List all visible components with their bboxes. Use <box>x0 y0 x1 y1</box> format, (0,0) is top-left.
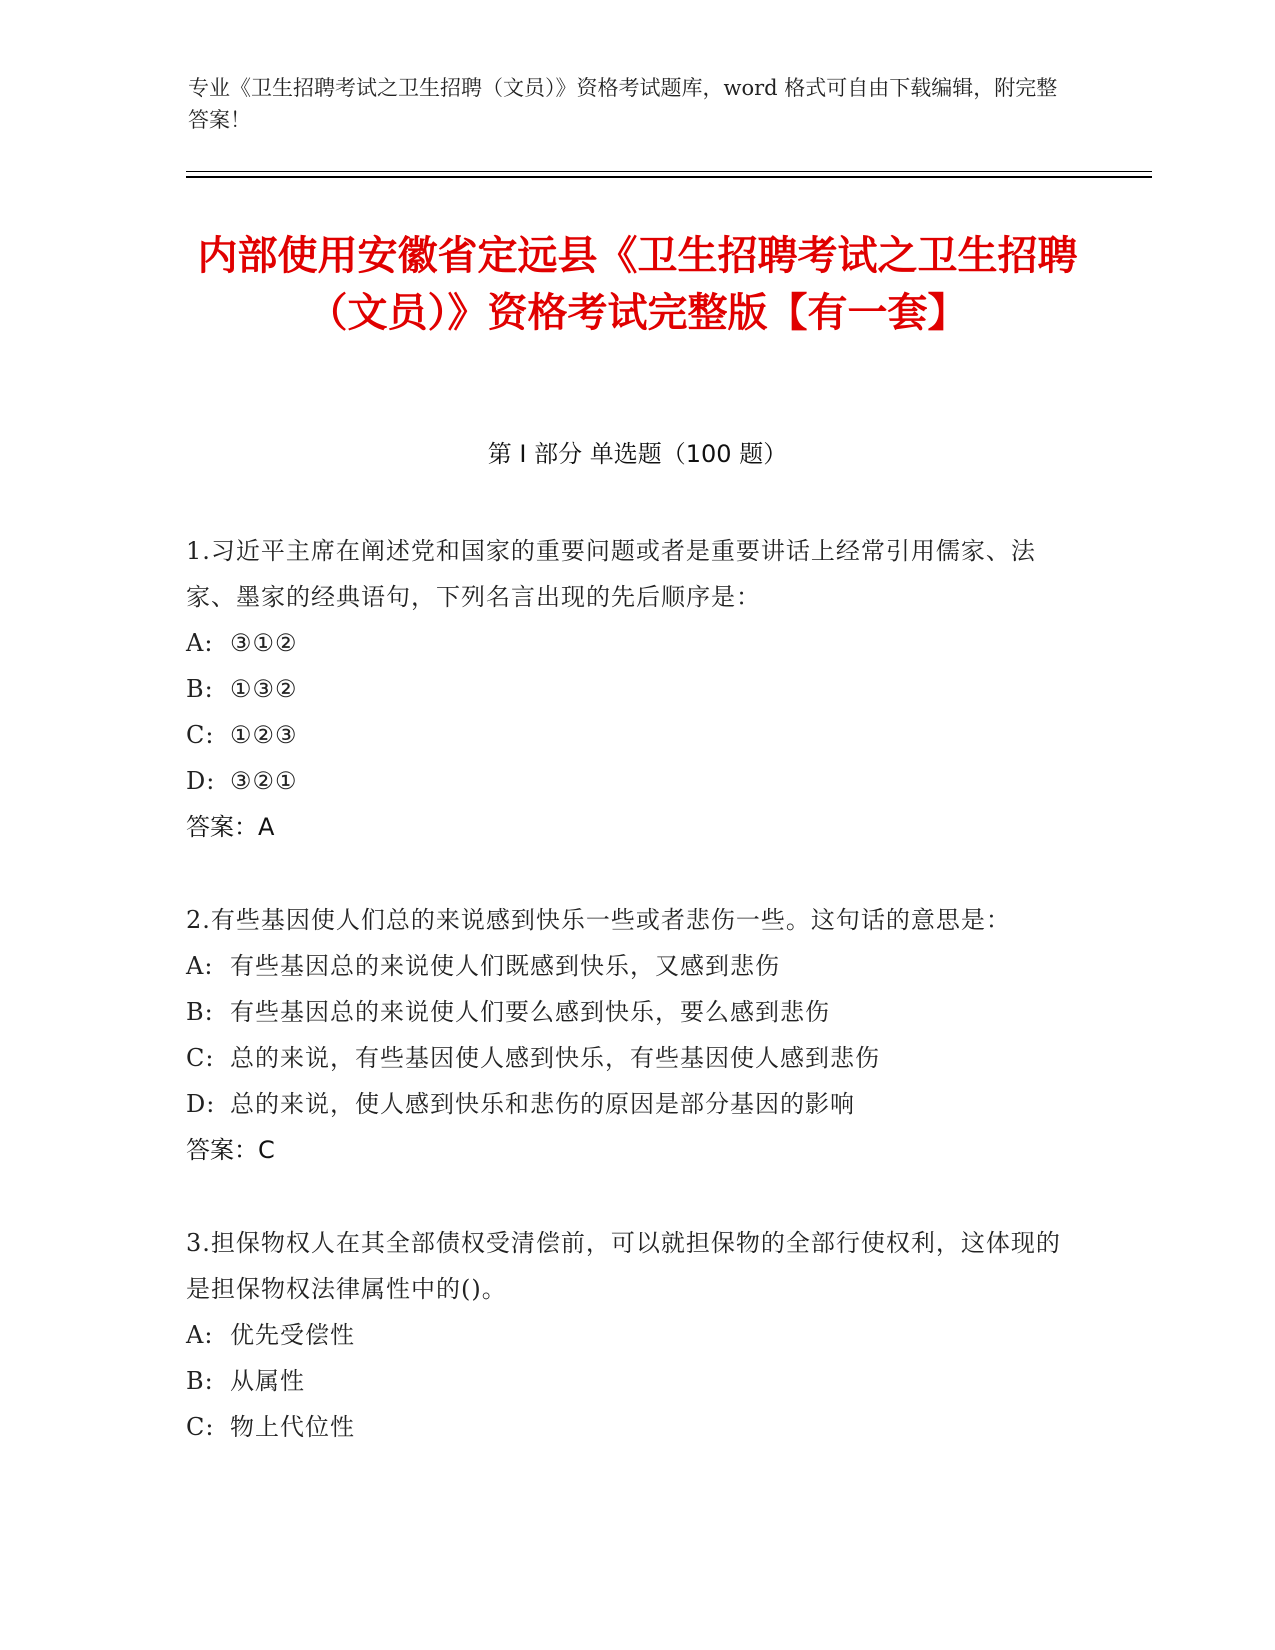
option-text: 物上代位性 <box>230 1413 355 1441</box>
answer-label: 答案： <box>186 813 258 841</box>
option-a <box>186 620 1066 666</box>
question-3 <box>186 1220 1066 1450</box>
option-letter: B: <box>186 998 214 1026</box>
option-text: ③②① <box>230 767 298 795</box>
option-letter: B: <box>186 1367 214 1395</box>
option-letter: B: <box>186 675 214 703</box>
option-d <box>186 758 1066 804</box>
header-rule-thick <box>186 176 1152 178</box>
option-c <box>186 712 1066 758</box>
option-letter: A: <box>186 952 214 980</box>
header-rule-thin <box>186 171 1152 172</box>
option-text: 优先受偿性 <box>230 1321 355 1349</box>
option-text: 总的来说，使人感到快乐和悲伤的原因是部分基因的影响 <box>230 1090 855 1118</box>
option-letter: C: <box>186 721 215 749</box>
question-stem: 2.有些基因使人们总的来说感到快乐一些或者悲伤一些。这句话的意思是： <box>186 906 1011 934</box>
document-title: 内部使用安徽省定远县《卫生招聘考试之卫生招聘（文员）》资格考试完整版【有一套】 <box>197 233 1078 336</box>
option-text: ③①② <box>230 629 298 657</box>
option-letter: C: <box>186 1413 215 1441</box>
question-stem: 3.担保物权人在其全部债权受清偿前，可以就担保物的全部行使权利，这体现的是担保物权法律属性中的()。 <box>186 1229 1061 1303</box>
option-a <box>186 1312 1066 1358</box>
answer-line <box>186 1127 1066 1173</box>
option-text: 有些基因总的来说使人们既感到快乐，又感到悲伤 <box>230 952 780 980</box>
question-2 <box>186 897 1066 1173</box>
answer-line <box>186 804 1066 850</box>
option-c <box>186 1035 1066 1081</box>
option-d <box>186 1081 1066 1127</box>
option-c <box>186 1404 1066 1450</box>
option-b <box>186 1358 1066 1404</box>
question-list <box>186 528 1066 1497</box>
option-a <box>186 943 1066 989</box>
option-text: ①②③ <box>230 721 298 749</box>
option-text: 从属性 <box>230 1367 305 1395</box>
option-letter: C: <box>186 1044 215 1072</box>
answer-value: C <box>258 1136 275 1164</box>
question-stem: 1.习近平主席在阐述党和国家的重要问题或者是重要讲话上经常引用儒家、法家、墨家的经典语句，下列名言出现的先后顺序是： <box>186 537 1036 611</box>
answer-label: 答案： <box>186 1136 258 1164</box>
option-letter: A: <box>186 1321 214 1349</box>
option-text: 总的来说，有些基因使人感到快乐，有些基因使人感到悲伤 <box>230 1044 880 1072</box>
header-note: 专业《卫生招聘考试之卫生招聘（文员）》资格考试题库，word 格式可自由下载编辑，附完整答案！ <box>188 76 1058 132</box>
question-1 <box>186 528 1066 850</box>
option-text: ①③② <box>230 675 298 703</box>
option-b <box>186 666 1066 712</box>
section-title: 第 I 部分 单选题（100 题） <box>487 440 788 468</box>
option-b <box>186 989 1066 1035</box>
option-letter: D: <box>186 767 216 795</box>
option-text: 有些基因总的来说使人们要么感到快乐，要么感到悲伤 <box>230 998 830 1026</box>
option-letter: D: <box>186 1090 216 1118</box>
option-letter: A: <box>186 629 214 657</box>
answer-value: A <box>258 813 275 841</box>
